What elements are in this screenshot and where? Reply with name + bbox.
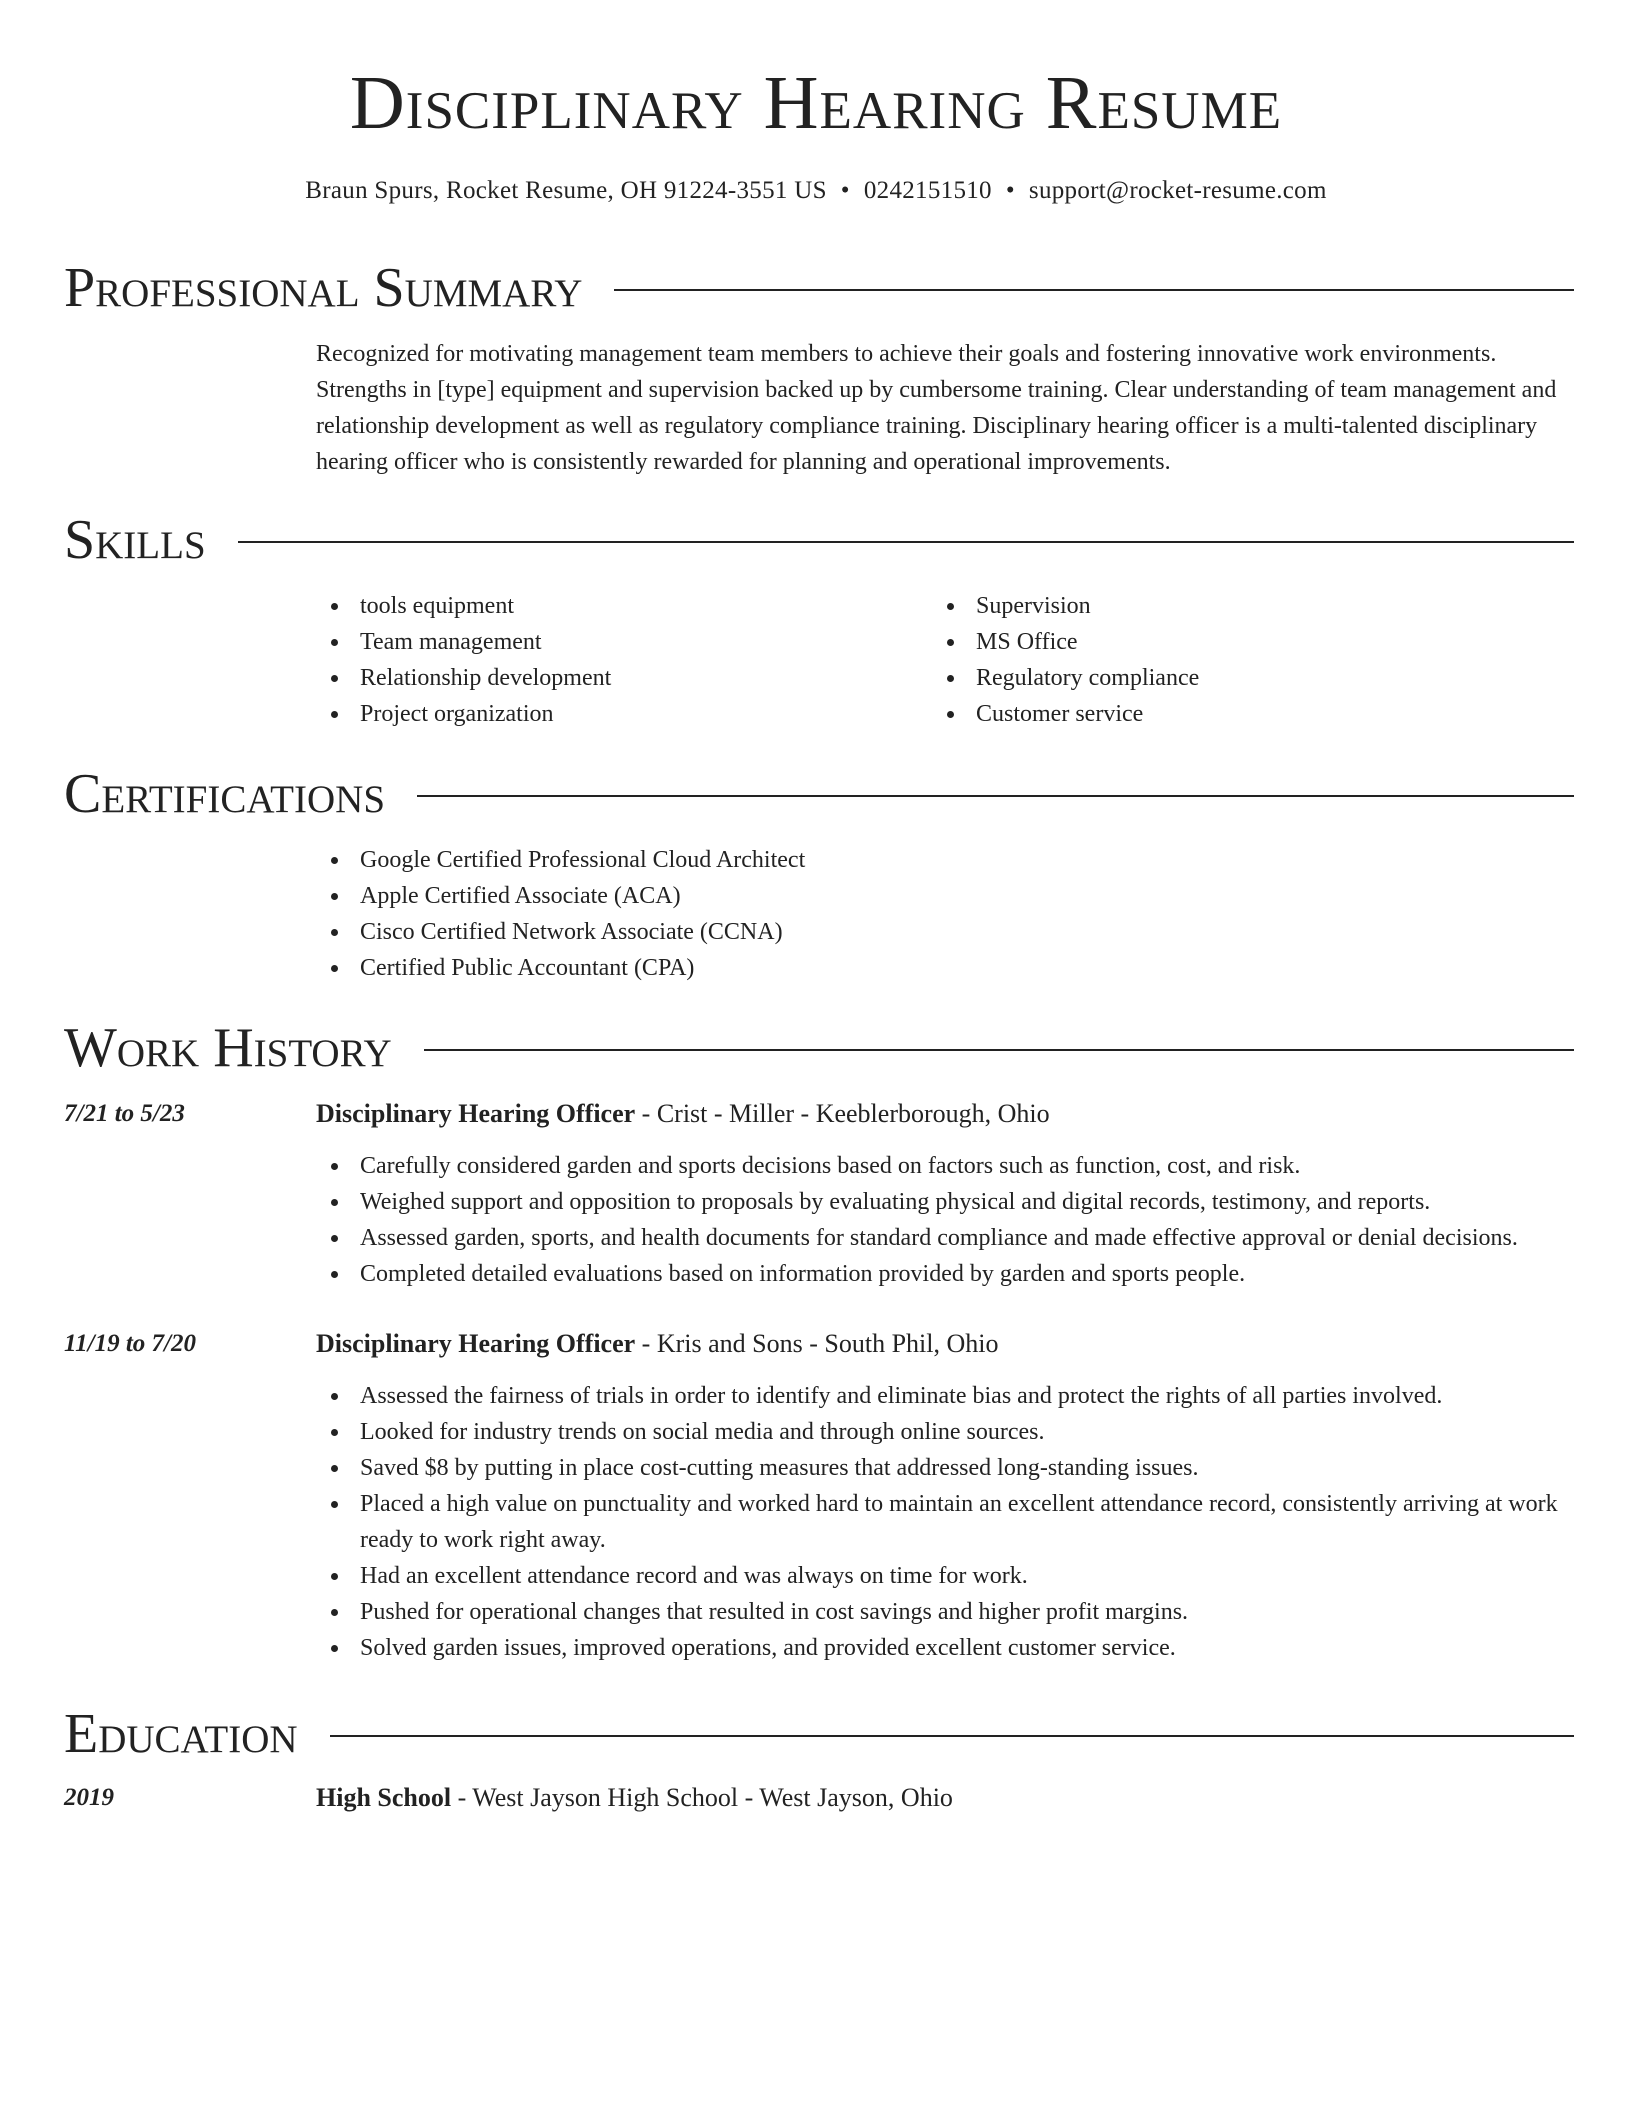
job-details: - Kris and Sons - South Phil, Ohio: [635, 1329, 999, 1358]
job-bullet: Saved $8 by putting in place cost-cutting measures that addressed long-standing issues.: [316, 1450, 1586, 1486]
job-bullet: Placed a high value on punctuality and worked hard to maintain an excellent attendance record, consistently arriving at work ready to work right away.: [316, 1486, 1586, 1558]
job-heading: [316, 1326, 1576, 1362]
certification-item: Apple Certified Associate (ACA): [316, 878, 1576, 914]
job-bullet: Had an excellent attendance record and was always on time for work.: [316, 1558, 1586, 1594]
education-heading: Education: [64, 1703, 298, 1765]
job-bullets: [316, 1378, 1586, 1666]
education-year: 2019: [64, 1784, 114, 1811]
job-bullet: Solved garden issues, improved operations, and provided excellent customer service.: [316, 1630, 1586, 1666]
certification-item: Google Certified Professional Cloud Architect: [316, 842, 1576, 878]
job-bullet: Completed detailed evaluations based on information provided by garden and sports people.: [316, 1256, 1576, 1292]
contact-address: Braun Spurs, Rocket Resume, OH 91224-3551 US: [305, 177, 827, 204]
job-bullets: [316, 1148, 1576, 1292]
contact-separator: •: [840, 177, 850, 204]
certification-item: Cisco Certified Network Associate (CCNA): [316, 914, 1576, 950]
education-details: - West Jayson High School - West Jayson, Ohio: [451, 1783, 953, 1812]
skill-item: Regulatory compliance: [932, 660, 1532, 696]
certifications-heading: Certifications: [64, 763, 386, 825]
job-bullet: Pushed for operational changes that resulted in cost savings and higher profit margins.: [316, 1594, 1586, 1630]
skill-item: Project organization: [316, 696, 916, 732]
job-heading: [316, 1096, 1576, 1132]
summary-heading: Professional Summary: [64, 257, 583, 319]
section-divider: [330, 1735, 1574, 1737]
summary-text: Recognized for motivating management team members to achieve their goals and fostering innovative work environments. Strengths in [type] equipment and supervision backed up by cumbersome training. Clear understanding of team management and relationship development as well as regulatory compliance training. Disciplinary hearing officer is a multi-talented disciplinary hearing officer who is consistently rewarded for planning and operational improvements.: [316, 341, 1557, 475]
certifications-section-header: [64, 762, 1574, 826]
skill-item: MS Office: [932, 624, 1532, 660]
skills-list-left: [316, 588, 916, 732]
education-section-header: [64, 1702, 1574, 1766]
summary-section-header: [64, 256, 1574, 320]
skills-section-header: [64, 508, 1574, 572]
section-divider: [417, 795, 1574, 797]
job-bullet: Carefully considered garden and sports decisions based on factors such as function, cost, and risk.: [316, 1148, 1576, 1184]
job-title: Disciplinary Hearing Officer: [316, 1329, 636, 1358]
job-details: - Crist - Miller - Keeblerborough, Ohio: [635, 1099, 1050, 1128]
resume-title: Disciplinary Hearing Resume: [349, 61, 1283, 145]
certification-item: Certified Public Accountant (CPA): [316, 950, 1576, 986]
education-degree: High School: [316, 1783, 452, 1812]
section-divider: [238, 541, 1574, 543]
contact-separator: •: [1005, 177, 1015, 204]
skill-item: Customer service: [932, 696, 1532, 732]
job-dates: 11/19 to 7/20: [64, 1330, 196, 1357]
contact-line: [0, 174, 1632, 208]
education-heading-line: [316, 1780, 1576, 1816]
job-bullet: Looked for industry trends on social media and through online sources.: [316, 1414, 1586, 1450]
job-bullet: Assessed the fairness of trials in order to identify and eliminate bias and protect the rights of all parties involved.: [316, 1378, 1586, 1414]
work-history-heading: Work History: [64, 1017, 392, 1079]
skills-list-right: [932, 588, 1532, 732]
skill-item: tools equipment: [316, 588, 916, 624]
job-bullet: Assessed garden, sports, and health documents for standard compliance and made effective approval or denial decisions.: [316, 1220, 1576, 1256]
contact-phone: 0242151510: [863, 177, 992, 204]
job-title: Disciplinary Hearing Officer: [316, 1099, 636, 1128]
job-bullet: Weighed support and opposition to proposals by evaluating physical and digital records, testimony, and reports.: [316, 1184, 1576, 1220]
skill-item: Supervision: [932, 588, 1532, 624]
work-history-section-header: [64, 1016, 1574, 1080]
job-dates: 7/21 to 5/23: [64, 1100, 185, 1127]
contact-email: support@rocket-resume.com: [1028, 177, 1327, 204]
section-divider: [614, 289, 1574, 291]
skill-item: Relationship development: [316, 660, 916, 696]
skills-heading: Skills: [64, 509, 206, 571]
skill-item: Team management: [316, 624, 916, 660]
certifications-list: [316, 842, 1576, 986]
section-divider: [424, 1049, 1574, 1051]
